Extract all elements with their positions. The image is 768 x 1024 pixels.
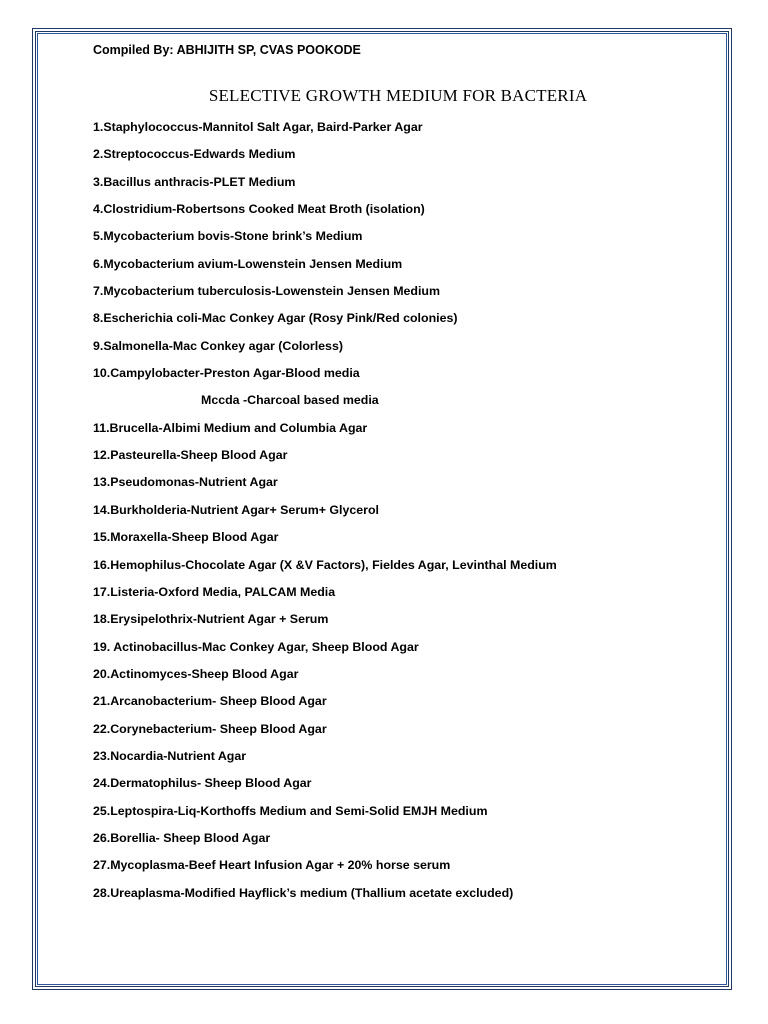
list-item: 13.Pseudomonas-Nutrient Agar	[93, 475, 278, 490]
list-item: 28.Ureaplasma-Modified Hayflick’s medium (Thallium acetate excluded)	[93, 885, 514, 900]
list-item: 12.Pasteurella-Sheep Blood Agar	[93, 448, 288, 463]
list-item: 25.Leptospira-Liq-Korthoffs Medium and Semi-Solid EMJH Medium	[93, 803, 488, 818]
list-item: 21.Arcanobacterium- Sheep Blood Agar	[93, 694, 327, 709]
list-item: 5.Mycobacterium bovis-Stone brink’s Medium	[93, 229, 363, 244]
list-item-continuation: Mccda -Charcoal based media	[201, 393, 379, 408]
list-item: 27.Mycoplasma-Beef Heart Infusion Agar + 20% horse serum	[93, 858, 451, 873]
list-item: 19. Actinobacillus-Mac Conkey Agar, Sheep Blood Agar	[93, 639, 419, 654]
list-item: 24.Dermatophilus- Sheep Blood Agar	[93, 776, 312, 791]
list-item: 14.Burkholderia-Nutrient Agar+ Serum+ Glycerol	[93, 502, 379, 517]
list-item: 1.Staphylococcus-Mannitol Salt Agar, Baird-Parker Agar	[93, 120, 423, 134]
list-item: 9.Salmonella-Mac Conkey agar (Colorless)	[93, 338, 343, 353]
list-item: 8.Escherichia coli-Mac Conkey Agar (Rosy Pink/Red colonies)	[93, 311, 458, 326]
list-item: 18.Erysipelothrix-Nutrient Agar + Serum	[93, 612, 329, 627]
list-item: 4.Clostridium-Robertsons Cooked Meat Broth (isolation)	[93, 202, 425, 217]
list-item: 22.Corynebacterium- Sheep Blood Agar	[93, 721, 327, 736]
compiled-by-line: Compiled By: ABHIJITH SP, CVAS POOKODE	[93, 43, 361, 57]
document-title: SELECTIVE GROWTH MEDIUM FOR BACTERIA	[208, 86, 588, 105]
list-item: 17.Listeria-Oxford Media, PALCAM Media	[93, 584, 336, 599]
list-item: 11.Brucella-Albimi Medium and Columbia Agar	[93, 420, 368, 435]
list-item: 26.Borellia- Sheep Blood Agar	[93, 830, 271, 845]
list-item: 10.Campylobacter-Preston Agar-Blood media	[93, 366, 360, 381]
list-item: 2.Streptococcus-Edwards Medium	[93, 147, 296, 162]
list-item: 15.Moraxella-Sheep Blood Agar	[93, 530, 279, 545]
list-item: 6.Mycobacterium avium-Lowenstein Jensen Medium	[93, 256, 403, 271]
list-item: 23.Nocardia-Nutrient Agar	[93, 748, 247, 763]
medium-list	[93, 116, 557, 909]
list-item: 3.Bacillus anthracis-PLET Medium	[93, 174, 296, 189]
list-item: 7.Mycobacterium tuberculosis-Lowenstein Jensen Medium	[93, 284, 441, 299]
list-item: 16.Hemophilus-Chocolate Agar (X &V Factors), Fieldes Agar, Levinthal Medium	[93, 557, 557, 572]
list-item: 20.Actinomyces-Sheep Blood Agar	[93, 666, 299, 681]
